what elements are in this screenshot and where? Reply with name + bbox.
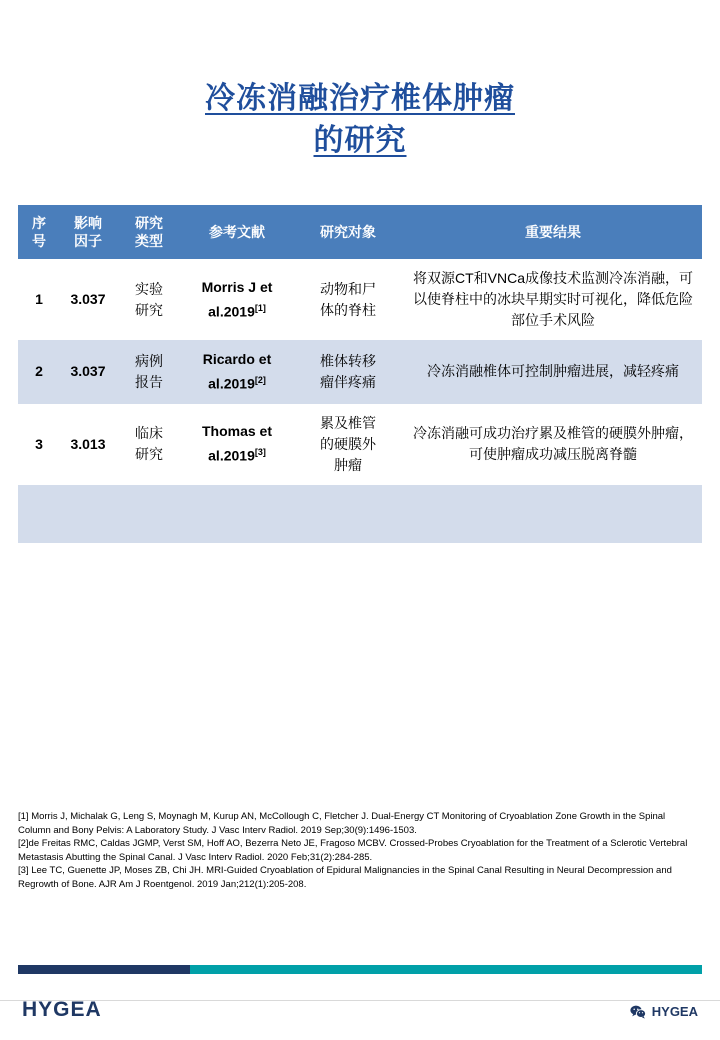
cell-study-type: 临床 研究 <box>116 404 182 485</box>
table-row <box>18 404 702 485</box>
wechat-label: HYGEA <box>651 1004 698 1019</box>
spacer-cell <box>292 485 404 543</box>
reference-superscript: [2] <box>254 375 266 385</box>
cell-index: 2 <box>18 340 60 404</box>
cell-subject: 椎体转移 瘤伴疼痛 <box>292 340 404 404</box>
reference-item: [1] Morris J, Michalak G, Leng S, Moynagh M, Kurup AN, McCollough C, Fletcher J. Dual-Energy CT Monitoring of Cryoablation Zone Growth in the Spinal Column and Bony Pelvis: A Laboratory Study. J Vasc Interv Radiol. 2019 Sep;30(9):1496-1503. <box>18 811 666 836</box>
cell-study-type: 实验 研究 <box>116 259 182 340</box>
reference-text: Ricardo et al.2019 <box>202 351 272 392</box>
cell-subject: 累及椎管 的硬膜外 肿瘤 <box>292 404 404 485</box>
title-line-1: 冷冻消融治疗椎体肿瘤 <box>205 82 515 115</box>
studies-table-container <box>18 205 702 543</box>
cell-study-type: 病例 报告 <box>116 340 182 404</box>
table-header-row <box>18 205 702 259</box>
spacer-cell <box>182 485 292 543</box>
column-header-result: 重要结果 <box>404 205 702 259</box>
footer-bar-blue <box>18 965 190 974</box>
table-row <box>18 340 702 404</box>
table-header <box>18 205 702 259</box>
reference-item: [2]de Freitas RMC, Caldas JGMP, Verst SM, Hoff AO, Bezerra Neto JE, Fragoso MCBV. Crossed-Probes Cryoablation for the Treatment of a Sclerotic Vertebral Metastasis Abutting the Spinal Canal. J Vasc Interv Radiol. 2020 Feb;31(2):284-285. <box>18 838 688 863</box>
reference-item: [3] Lee TC, Guenette JP, Moses ZB, Chi JH. MRI-Guided Cryoablation of Epidural Malignancies in the Spinal Canal Resulting in Neural Decompression and Regrowth of Bone. AJR Am J Roentgenol. 2019 Jan;212(1):205-208. <box>18 865 672 890</box>
cell-index: 3 <box>18 404 60 485</box>
column-header-impact-factor: 影响 因子 <box>60 205 116 259</box>
spacer-cell <box>116 485 182 543</box>
cell-result: 冷冻消融椎体可控制肿瘤进展，减轻疼痛 <box>404 340 702 404</box>
cell-result: 将双源CT和VNCa成像技术监测冷冻消融，可以使脊柱中的冰块早期实时可视化，降低危险部位手术风险 <box>404 259 702 340</box>
reference-list <box>18 810 690 891</box>
cell-subject: 动物和尸 体的脊柱 <box>292 259 404 340</box>
table-body <box>18 259 702 543</box>
footer-divider <box>0 1000 720 1001</box>
cell-result: 冷冻消融可成功治疗累及椎管的硬膜外肿瘤，可使肿瘤成功减压脱离脊髓 <box>404 404 702 485</box>
column-header-subject: 研究对象 <box>292 205 404 259</box>
column-header-index: 序 号 <box>18 205 60 259</box>
wechat-icon <box>630 1005 646 1019</box>
cell-impact-factor: 3.013 <box>60 404 116 485</box>
spacer-cell <box>404 485 702 543</box>
spacer-cell <box>60 485 116 543</box>
table-row <box>18 259 702 340</box>
reference-text: Thomas et al.2019 <box>201 423 272 464</box>
table-row-spacer <box>18 485 702 543</box>
column-header-study-type: 研究 类型 <box>116 205 182 259</box>
cell-impact-factor: 3.037 <box>60 259 116 340</box>
title-line-2: 的研究 <box>313 124 407 157</box>
reference-text: Morris J et al.2019 <box>201 278 273 320</box>
brand-logo-text: HYGEA <box>22 998 102 1021</box>
reference-superscript: [1] <box>254 302 266 313</box>
cell-reference <box>182 404 292 485</box>
page-title <box>0 78 720 162</box>
column-header-reference: 参考文献 <box>182 205 292 259</box>
spacer-cell <box>18 485 60 543</box>
reference-superscript: [3] <box>254 447 266 458</box>
studies-table <box>18 205 702 543</box>
cell-impact-factor: 3.037 <box>60 340 116 404</box>
cell-reference <box>182 340 292 404</box>
cell-reference <box>182 259 292 340</box>
wechat-account <box>630 1004 698 1019</box>
footer-bar-teal <box>190 965 702 974</box>
cell-index: 1 <box>18 259 60 340</box>
